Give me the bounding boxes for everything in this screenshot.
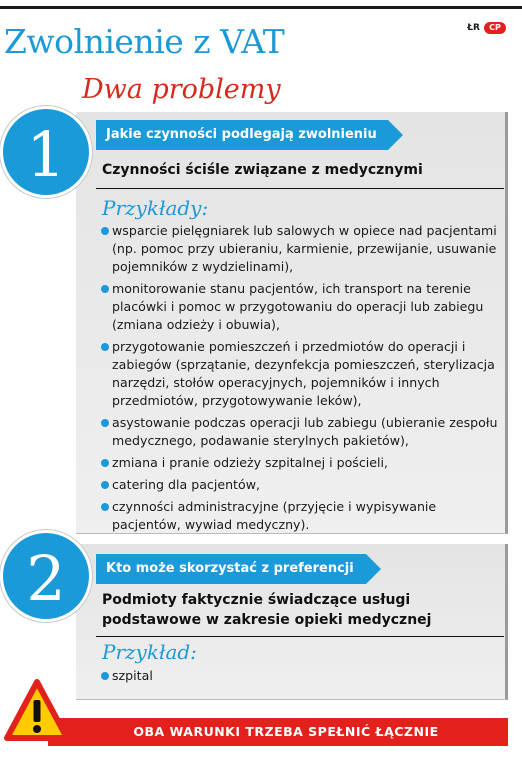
list-item <box>102 667 504 685</box>
list-item-text: catering dla pacjentów, <box>112 477 261 492</box>
bullet-icon <box>101 503 109 511</box>
section-2-heading: Podmioty faktycznie świadczące usługi podstawowe w zakresie opieki medycznej <box>102 592 432 628</box>
author-initials: ŁR <box>467 23 480 33</box>
section-2-number: 2 <box>0 530 92 622</box>
section-1-heading: Czynności ściśle związane z medycznymi <box>102 162 423 178</box>
bullet-icon <box>101 227 109 235</box>
section-2-list <box>102 667 504 689</box>
page-subtitle: Dwa problemy <box>82 74 281 105</box>
list-item <box>102 222 504 276</box>
section-2-divider <box>96 636 504 637</box>
list-item <box>102 280 504 334</box>
top-rule <box>0 6 522 9</box>
bullet-icon <box>101 285 109 293</box>
list-item <box>102 454 504 472</box>
list-item-text: czynności administracyjne (przyjęcie i wypisywanie pacjentów, wywiad medyczny). <box>112 499 437 532</box>
list-item-text: asystowanie podczas operacji lub zabiegu (ubieranie zespołu medycznego, podawanie sterylnych pakietów), <box>112 415 498 448</box>
warning-triangle-icon <box>4 678 70 744</box>
list-item <box>102 414 504 450</box>
list-item <box>102 498 504 534</box>
bullet-icon <box>101 343 109 351</box>
list-item-text: monitorowanie stanu pacjentów, ich transport na terenie placówki i pomoc w przygotowaniu do operacji lub zabiegu (zmiana odzieży i obuwia), <box>112 281 484 332</box>
list-item-text: wsparcie pielęgniarek lub salowych w opiece nad pacjentami (np. pomoc przy ubieraniu, karmienie, przewijanie, usuwanie pojemników z wydzielinami), <box>112 223 497 274</box>
section-2-examples-label: Przykład: <box>102 640 197 664</box>
list-item <box>102 338 504 410</box>
section-1-number: 1 <box>0 106 92 198</box>
bullet-icon <box>101 459 109 467</box>
list-item-text: przygotowanie pomieszczeń i przedmiotów do operacji i zabiegów (sprzątanie, dezynfekcja pomieszczeń, sterylizacja narzędzi, stołów operacyjnych, pojemników i innych przedmiotów, przygotowywanie leków), <box>112 339 495 408</box>
section-1-banner: Jakie czynności podlegają zwolnieniu <box>96 120 388 150</box>
section-1-list <box>102 222 504 538</box>
list-item-text: szpital <box>112 668 153 683</box>
credit <box>467 22 506 34</box>
section-1-examples-label: Przykłady: <box>102 196 209 220</box>
bullet-icon <box>101 481 109 489</box>
list-item <box>102 476 504 494</box>
warning-bar <box>48 718 508 746</box>
bullet-icon <box>101 419 109 427</box>
publisher-logo: CP <box>484 22 506 34</box>
warning-text: OBA WARUNKI TRZEBA SPEŁNIĆ ŁĄCZNIE <box>133 724 439 739</box>
bullet-icon <box>101 672 109 680</box>
list-item-text: zmiana i pranie odzieży szpitalnej i pościeli, <box>112 455 389 470</box>
section-1-divider <box>96 188 504 189</box>
section-2-banner: Kto może skorzystać z preferencji <box>96 554 366 584</box>
page-title: Zwolnienie z VAT <box>4 22 285 61</box>
